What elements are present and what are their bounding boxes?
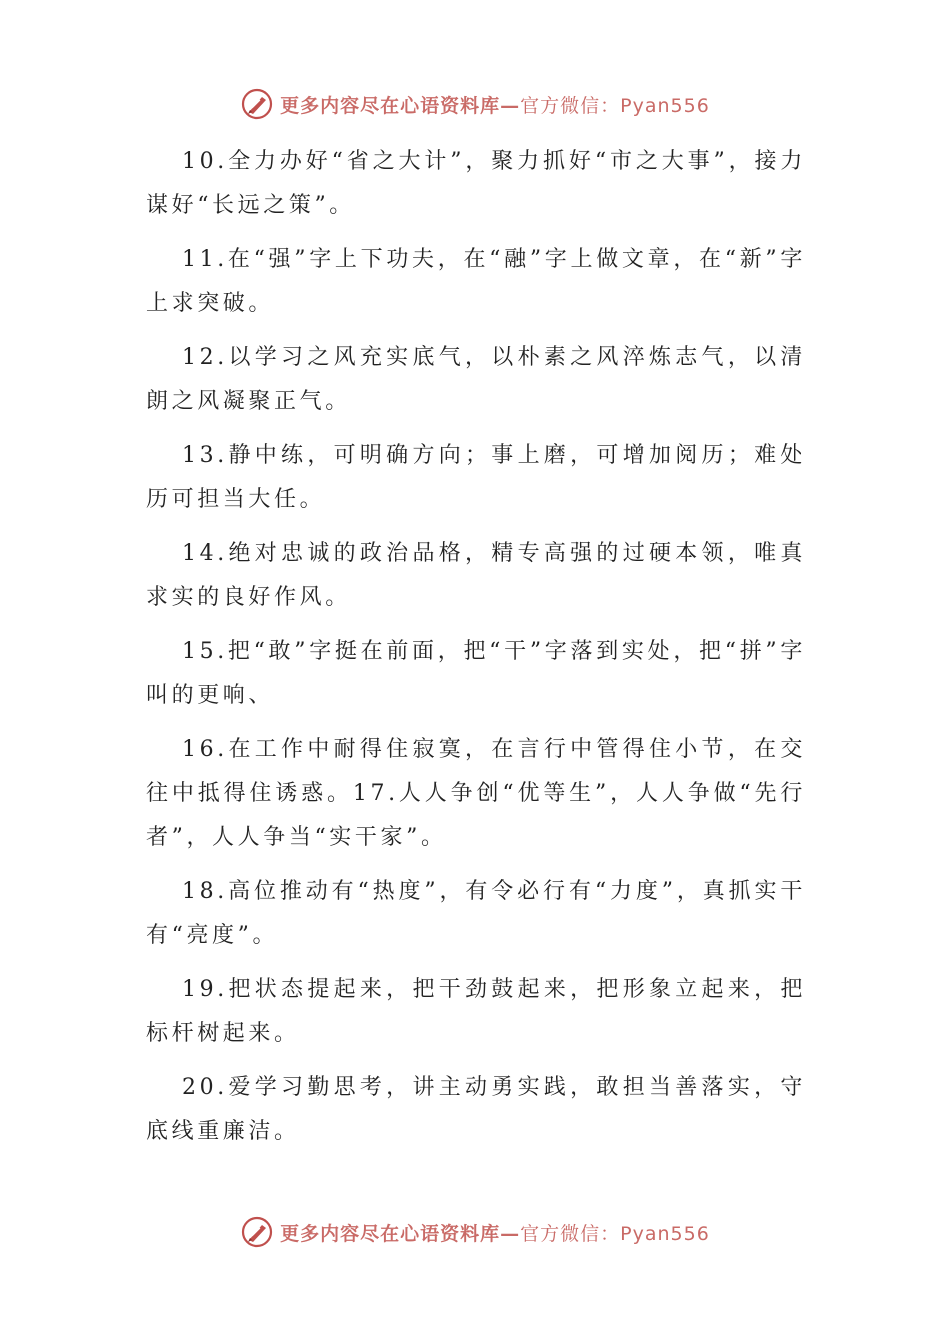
- paragraph-13: 13.静中练，可明确方向；事上磨，可增加阅历；难处历可担当大任。: [146, 443, 806, 512]
- paragraph-20: 20.爱学习勤思考，讲主动勇实践，敢担当善落实，守底线重廉洁。: [146, 1075, 806, 1144]
- paragraph-14: 14.绝对忠诚的政治品格，精专高强的过硬本领，唯真求实的良好作风。: [146, 541, 806, 610]
- paragraph-10: 10.全力办好“省之大计”，聚力抓好“市之大事”，接力谋好“长远之策”。: [146, 149, 806, 218]
- pen-nib-logo-icon: [240, 1215, 274, 1249]
- paragraph-12: 12.以学习之风充实底气，以朴素之风淬炼志气，以清朗之风凝聚正气。: [146, 345, 806, 414]
- document-body: [146, 140, 806, 1164]
- paragraph-15: 15.把“敢”字挺在前面，把“干”字落到实处，把“拼”字叫的更响、: [146, 639, 806, 708]
- banner-text: 更多内容尽在心语资料库—官方微信：Pyan556: [280, 1222, 710, 1245]
- banner-text: 更多内容尽在心语资料库—官方微信：Pyan556: [280, 94, 710, 117]
- paragraph-11: 11.在“强”字上下功夫，在“融”字上做文章，在“新”字上求突破。: [146, 247, 806, 316]
- paragraph-18: 18.高位推动有“热度”，有令必行有“力度”，真抓实干有“亮度”。: [146, 879, 806, 948]
- paragraph-19: 19.把状态提起来，把干劲鼓起来，把形象立起来，把标杆树起来。: [146, 977, 806, 1046]
- header-banner: [0, 84, 950, 124]
- paragraph-16-17: 16.在工作中耐得住寂寞，在言行中管得住小节，在交往中抵得住诱惑。17.人人争创“优等生”，人人争做“先行者”，人人争当“实干家”。: [146, 737, 806, 850]
- pen-nib-logo-icon: [240, 87, 274, 121]
- footer-banner: [0, 1212, 950, 1252]
